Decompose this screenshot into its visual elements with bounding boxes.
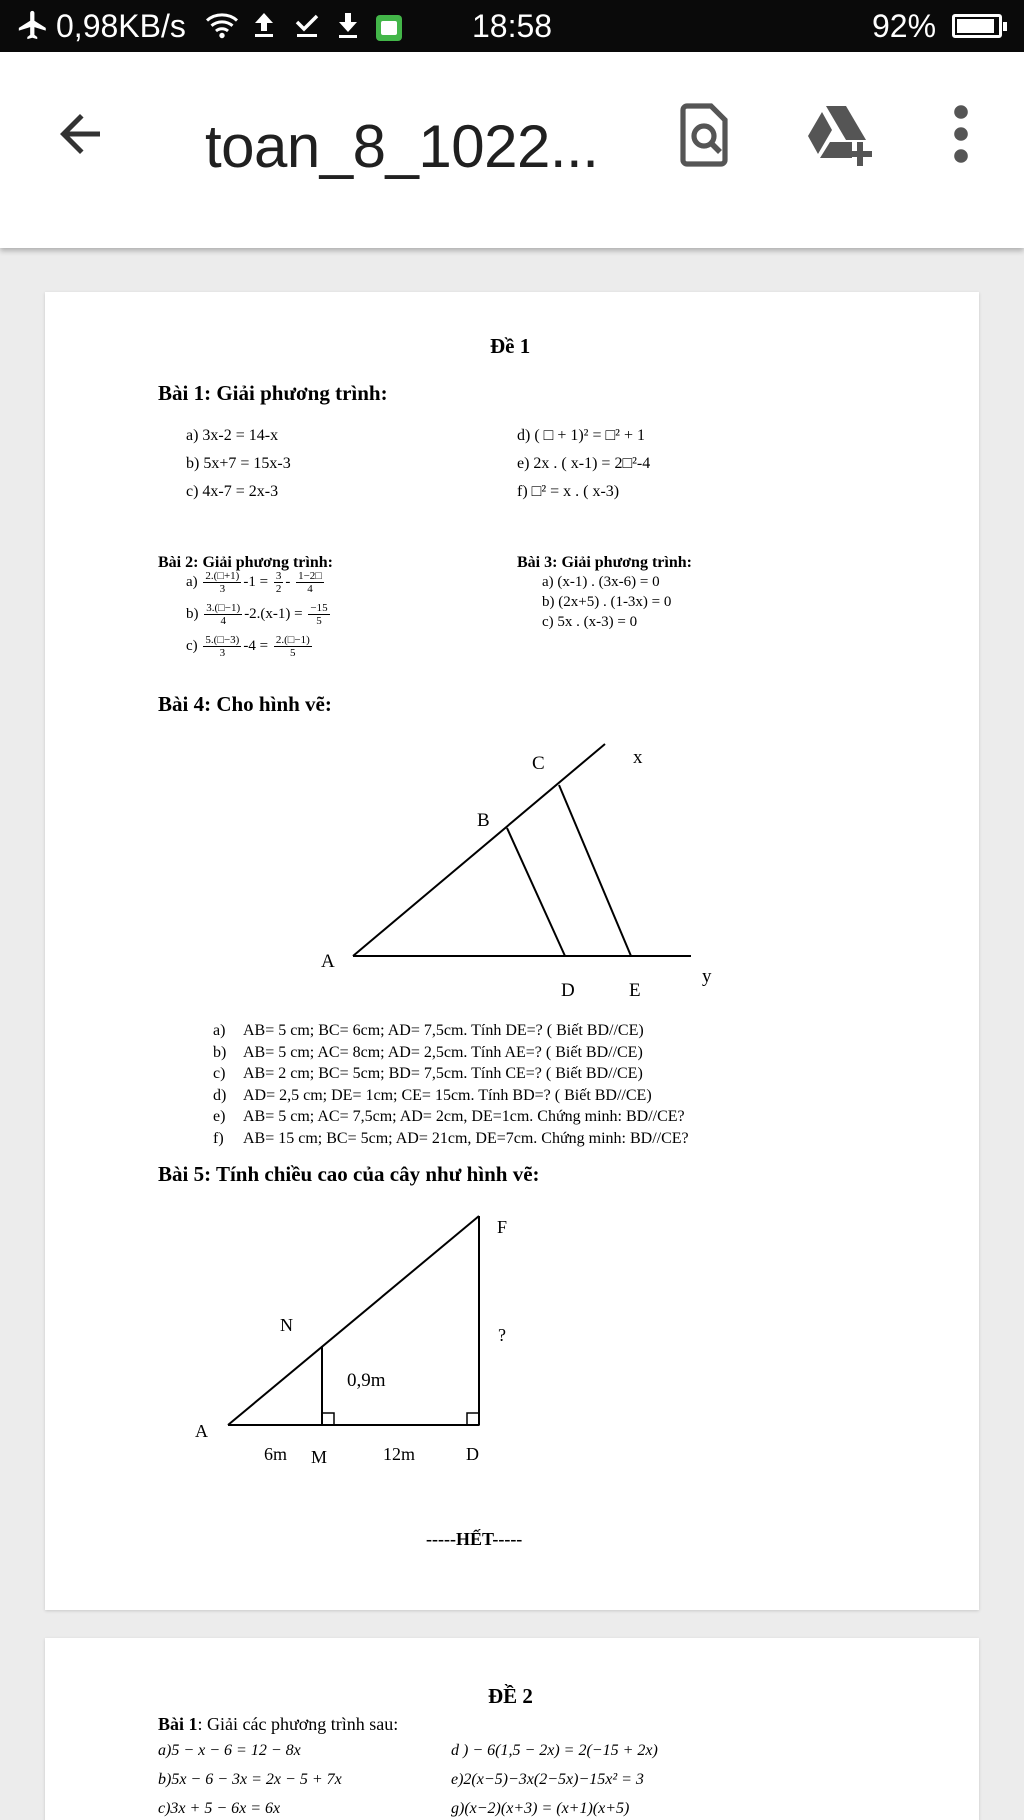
net-speed: 0,98KB/s — [56, 8, 186, 44]
airplane-mode-icon — [16, 8, 50, 49]
label-D: D — [561, 980, 575, 1001]
bai2-heading: Bài 2: Giải phương trình: — [158, 554, 333, 571]
label-C: C — [532, 753, 545, 774]
label-x: x — [633, 747, 643, 768]
page2-item-c: c)3x + 5 − 6x = 6x — [158, 1800, 281, 1817]
bai5-heading: Bài 5: Tính chiều cao của cây như hình vẽ: — [158, 1162, 540, 1186]
wifi-icon — [204, 10, 240, 47]
bai2-eq-a: a) $\frac{2.(□+1)}{3}$ -1 = $\frac{3}{2}$ - $\frac{1-2□}{4}$ — [186, 570, 322, 595]
bai4-item-label: a) — [213, 1022, 226, 1039]
bai1-item-b: b) 5x+7 = 15x-3 — [186, 455, 291, 472]
label-D5: D — [466, 1444, 479, 1464]
bai1-item-a: a) 3x-2 = 14-x — [186, 427, 279, 444]
app-bar — [0, 52, 1024, 248]
label-E: E — [629, 980, 641, 1001]
check-download-icon — [294, 10, 320, 47]
bai4-item-text: AB= 5 cm; AC= 8cm; AD= 2,5cm. Tính AE=? ( Biết BD//CE) — [243, 1043, 643, 1061]
bai4-item-label: f) — [213, 1129, 224, 1147]
bai1-item-d: d) ( □ + 1)² = □² + 1 — [517, 427, 645, 444]
end-marker: -----HẾT----- — [426, 1529, 523, 1549]
label-N: N — [280, 1315, 293, 1335]
label-F: F — [497, 1217, 508, 1237]
bai4-item-text: AB= 2 cm; BC= 5cm; BD= 7,5cm. Tính CE=? ( Biết BD//CE) — [243, 1065, 643, 1082]
bai4-item-label: c) — [213, 1065, 226, 1082]
back-arrow-icon[interactable] — [50, 104, 110, 164]
bai3-heading: Bài 3: Giải phương trình: — [517, 554, 692, 571]
label-12m: 12m — [383, 1444, 416, 1464]
label-A5: A — [195, 1421, 208, 1441]
bai4-item-label: d) — [213, 1086, 227, 1104]
page2-item-e: e)2(x−5)−3x(2−5x)−15x² = 3 — [451, 1771, 644, 1788]
clock: 18:58 — [472, 8, 553, 44]
status-bar — [0, 0, 1024, 52]
search-document-icon[interactable] — [665, 94, 745, 174]
drive-add-icon[interactable] — [800, 94, 880, 174]
page2-bai1-heading: Bài 1: Giải các phương trình sau: — [158, 1714, 399, 1734]
document-page-1[interactable] — [45, 292, 979, 1610]
bai4-heading: Bài 4: Cho hình vẽ: — [158, 692, 332, 716]
bai3-item-a: a) (x-1) . (3x-6) = 0 — [542, 574, 660, 590]
bai2-eq-b: b) $\frac{3.(□-1)}{4}$ -2.(x-1) = $\frac{-15}{5}$ — [186, 602, 328, 627]
label-M: M — [311, 1447, 328, 1467]
download-icon — [334, 10, 362, 47]
more-vert-icon[interactable] — [921, 94, 1001, 174]
bai4-item-label: e) — [213, 1108, 226, 1125]
page2-item-d: d ) − 6(1,5 − 2x) = 2(−15 + 2x) — [451, 1742, 658, 1759]
bai4-item-text: AD= 2,5 cm; DE= 1cm; CE= 15cm. Tính BD=? ( Biết BD//CE) — [243, 1086, 652, 1104]
label-6m: 6m — [264, 1444, 288, 1464]
document-title: toan_8_1022... — [205, 113, 599, 180]
page-title: Đề 1 — [490, 334, 531, 358]
bai1-item-e: e) 2x . ( x-1) = 2□²-4 — [517, 455, 651, 472]
bai1-item-f: f) □² = x . ( x-3) — [517, 483, 620, 500]
battery-icon — [952, 14, 1002, 38]
page2-item-b: b)5x − 6 − 3x = 2x − 5 + 7x — [158, 1771, 342, 1788]
bai4-item-text: AB= 15 cm; BC= 5cm; AD= 21cm, DE=7cm. Chứng minh: BD//CE? — [243, 1129, 689, 1147]
bai1-item-c: c) 4x-7 = 2x-3 — [186, 483, 279, 500]
bai2-eq-c: c) $\frac{5.(□-3)}{3}$ -4 = $\frac{2.(□-1)}{5}$ — [186, 634, 310, 659]
bai4-item-label: b) — [213, 1043, 227, 1061]
label-y: y — [702, 966, 712, 987]
upload-icon — [252, 10, 276, 47]
bai4-item-text: AB= 5 cm; BC= 6cm; AD= 7,5cm. Tính DE=? ( Biết BD//CE) — [243, 1022, 644, 1039]
bai3-item-c: c) 5x . (x-3) = 0 — [542, 614, 638, 630]
page2-item-g: g)(x−2)(x+3) = (x+1)(x+5) — [451, 1800, 630, 1817]
label-B: B — [477, 810, 490, 831]
label-height-nm: 0,9m — [347, 1370, 386, 1391]
page2-title: ĐỀ 2 — [488, 1684, 533, 1708]
android-debug-icon — [376, 12, 402, 48]
document-page-2[interactable] — [45, 1638, 979, 1820]
bai4-item-text: AB= 5 cm; AC= 7,5cm; AD= 2cm, DE=1cm. Chứng minh: BD//CE? — [243, 1108, 685, 1125]
label-question: ? — [498, 1325, 506, 1345]
label-A: A — [321, 951, 335, 972]
bai1-heading: Bài 1: Giải phương trình: — [158, 381, 388, 405]
battery-percent: 92% — [872, 8, 937, 44]
bai5-figure — [45, 292, 979, 1610]
page2-item-a: a)5 − x − 6 = 12 − 8x — [158, 1742, 301, 1759]
bai3-item-b: b) (2x+5) . (1-3x) = 0 — [542, 594, 672, 610]
